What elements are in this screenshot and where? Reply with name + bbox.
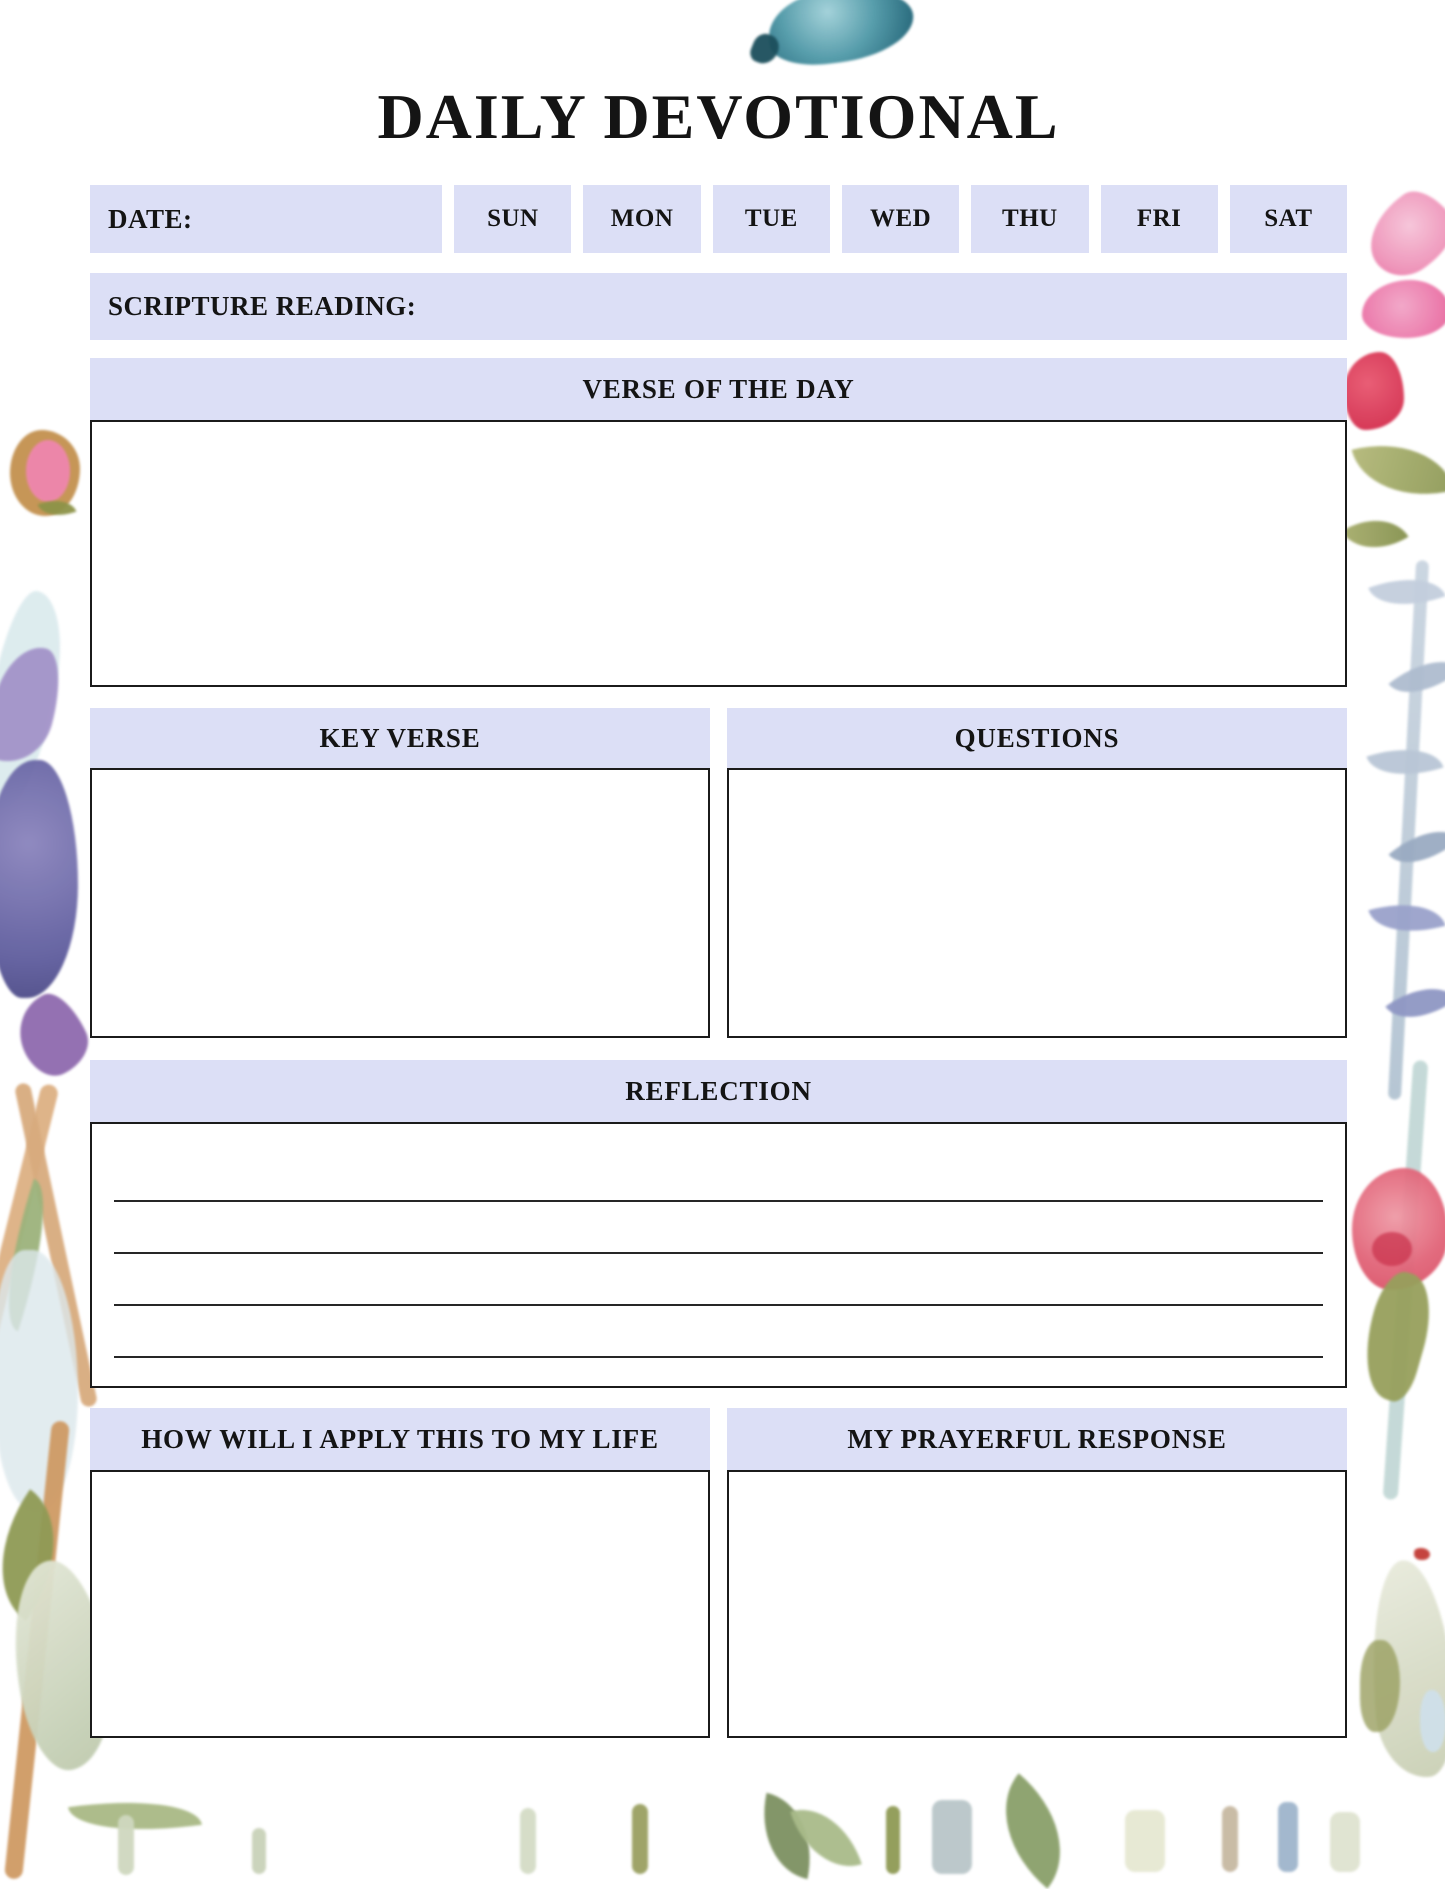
watercolor-fern-frond	[1389, 643, 1445, 710]
reflection-header	[90, 1060, 1347, 1122]
watercolor-olive-shade	[1360, 1640, 1400, 1732]
day-cell-fri[interactable]	[1101, 185, 1218, 253]
day-label: SUN	[487, 205, 539, 232]
prayer-label: MY PRAYERFUL RESPONSE	[847, 1423, 1227, 1454]
scripture-reading-field[interactable]	[90, 273, 1347, 340]
day-cell-mon[interactable]	[583, 185, 700, 253]
watercolor-fern-frond-violet	[1385, 970, 1445, 1036]
watercolor-red-dot	[1414, 1548, 1430, 1560]
watercolor-pink-petal	[1353, 179, 1445, 288]
day-cell-tue[interactable]	[713, 185, 830, 253]
keyverse-questions-row	[90, 708, 1347, 1038]
ruled-line	[114, 1304, 1323, 1306]
questions-header	[727, 708, 1347, 768]
day-label: WED	[870, 205, 932, 232]
date-day-row	[90, 185, 1347, 253]
day-label: FRI	[1136, 205, 1182, 232]
day-label: TUE	[744, 205, 798, 232]
ruled-line	[114, 1252, 1323, 1254]
watercolor-olive-leaf	[1352, 428, 1445, 512]
watercolor-olive-branch	[1351, 1266, 1442, 1405]
verse-of-day-field[interactable]	[90, 420, 1347, 687]
questions-column	[727, 708, 1347, 1038]
watercolor-pale-blue-leaf	[0, 587, 69, 814]
watercolor-rose-flower	[1352, 1168, 1445, 1290]
watercolor-teal-stem	[1383, 1060, 1429, 1500]
date-field[interactable]	[90, 185, 442, 253]
watercolor-fern-frond	[1366, 735, 1443, 789]
verse-of-day-label: VERSE OF THE DAY	[582, 373, 855, 404]
key-verse-label: KEY VERSE	[319, 722, 481, 753]
ruled-line	[114, 1356, 1323, 1358]
watercolor-rose-flower	[1354, 1400, 1445, 1560]
date-label: DATE:	[108, 203, 193, 234]
watercolor-pink-blob	[1362, 280, 1445, 338]
watercolor-tan-stem	[14, 1082, 98, 1408]
prayer-header	[727, 1408, 1347, 1470]
day-cell-thu[interactable]	[971, 185, 1088, 253]
ruled-line	[114, 1200, 1323, 1202]
prayer-field[interactable]	[727, 1470, 1347, 1738]
devotional-page	[90, 0, 1347, 1871]
scripture-reading-label: SCRIPTURE READING:	[108, 291, 417, 321]
reflection-label: REFLECTION	[625, 1075, 812, 1106]
watercolor-sage-leaf	[1363, 1557, 1445, 1781]
day-cell-sat[interactable]	[1230, 185, 1347, 253]
day-label: MON	[610, 205, 674, 232]
watercolor-lavender-petal	[0, 639, 70, 771]
key-verse-field[interactable]	[90, 768, 710, 1038]
watercolor-fern-stem	[1388, 560, 1429, 1100]
watercolor-fern-frond-violet	[1368, 891, 1445, 945]
watercolor-violet-cluster	[0, 760, 78, 998]
day-cell-sun[interactable]	[454, 185, 571, 253]
watercolor-purple-petal	[6, 985, 98, 1085]
apply-field[interactable]	[90, 1470, 710, 1738]
watercolor-green-leaf	[0, 1179, 64, 1332]
watercolor-bud-inner	[26, 440, 70, 502]
apply-header	[90, 1408, 710, 1470]
apply-column	[90, 1408, 710, 1738]
watercolor-bud-outer	[10, 430, 80, 516]
apply-prayer-row	[90, 1408, 1347, 1738]
reflection-field[interactable]	[90, 1122, 1347, 1388]
watercolor-rose-center	[1372, 1232, 1412, 1266]
watercolor-fern-frond	[1389, 813, 1445, 880]
watercolor-olive-leaf	[0, 1489, 89, 1620]
apply-label: HOW WILL I APPLY THIS TO MY LIFE	[141, 1423, 659, 1454]
day-cell-wed[interactable]	[842, 185, 959, 253]
watercolor-crimson-blob	[1344, 352, 1404, 430]
watercolor-tan-stem	[4, 1420, 70, 1879]
day-label: THU	[1002, 205, 1058, 232]
watercolor-tan-stem	[0, 1083, 60, 1408]
watercolor-bud-tail	[38, 493, 77, 523]
watercolor-fern-frond	[1368, 564, 1445, 620]
page-title: DAILY DEVOTIONAL	[377, 81, 1060, 152]
watercolor-olive-leaf-small	[1342, 503, 1409, 566]
watercolor-blue-wash	[0, 1250, 78, 1510]
questions-field[interactable]	[727, 768, 1347, 1038]
watercolor-blue-bit	[1420, 1690, 1445, 1752]
key-verse-header	[90, 708, 710, 768]
day-label: SAT	[1264, 205, 1313, 232]
verse-of-day-header	[90, 358, 1347, 420]
prayer-column	[727, 1408, 1347, 1738]
questions-label: QUESTIONS	[954, 722, 1120, 753]
key-verse-column	[90, 708, 710, 1038]
